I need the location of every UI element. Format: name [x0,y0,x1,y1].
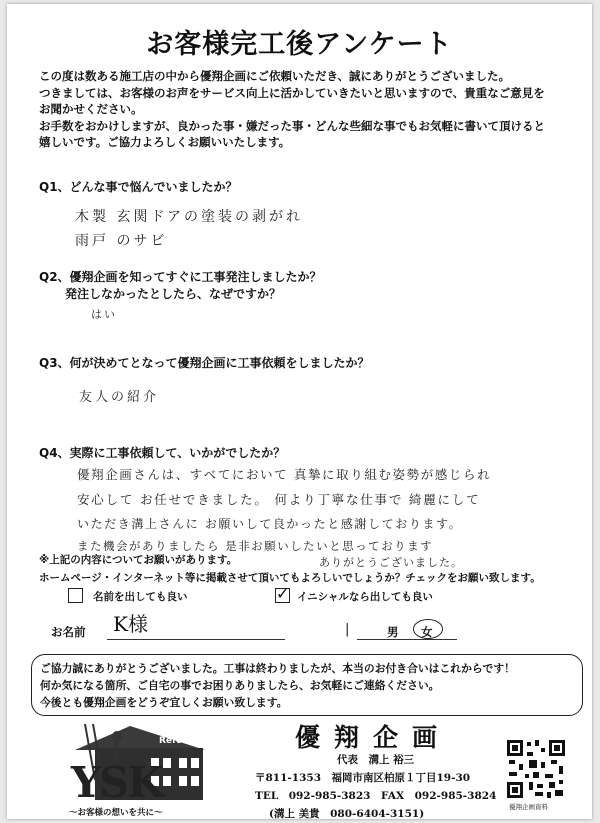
company-mobile: (溝上 美貴 080-6404-3151) [269,808,425,820]
thanks-line: 今後とも優翔企画をどうぞ宜しくお願い致します。 [40,696,288,709]
q2-subquestion: 発注しなかったとしたら、なぜですか？ [65,287,282,301]
company-logo [55,720,205,816]
intro-text [39,68,579,151]
name-ok-label: 名前を出しても良い [93,591,188,603]
gender-male[interactable]: 男 [387,625,399,639]
logo-text: YSK [71,758,162,807]
company-address: 〒811-1353 福岡市南区柏原１丁目19-30 [255,772,471,784]
q4-answer-line: ありがとうございました。 [319,556,463,569]
company-tel-fax: TEL 092-985-3823 FAX 092-985-3824 [255,790,497,802]
survey-sheet [7,4,592,819]
intro-line: お聞かせください。 [39,102,143,116]
notice-text: ※上記の内容についてお願いがあります。 [39,554,238,566]
q4-answer-line: 優翔企画さんは、すべてにおいて 真摯に取り組む姿勢が感じられ [77,467,492,482]
initial-ok-checkbox[interactable] [275,584,290,603]
gender-female[interactable]: 女 [421,625,433,639]
q1-question: Q1、どんな事で悩んでいましたか？ [39,180,238,194]
q2-answer: はい [91,308,117,321]
name-value: K様 [113,612,148,636]
thanks-line: 何か気になる箇所、ご自宅の事でお困りありましたら、お気軽にご連絡ください。 [40,679,440,692]
gender-selected-circle [413,619,443,639]
thanks-box [31,654,583,716]
name-label: お名前 [51,625,86,639]
q3-question: Q3、何が決めてとなって優翔企画に工事依頼をしましたか？ [39,356,370,370]
intro-line: お手数をおかけしますが、良かった事・嫌だった事・どんな些細な事でもお気軽に書いて頂けると [39,118,545,133]
gender-underline [357,639,457,640]
q2-question: Q2、優翔企画を知ってすぐに工事発注しましたか？ [39,270,322,284]
gender-separator: | [345,622,350,637]
q4-question: Q4、実際に工事依頼して、いかがでしたか？ [39,446,286,460]
q4-answer-line: また機会がありましたら 是非お願いしたいと思っております [77,539,434,553]
check-mark-icon: ✓ [276,584,290,603]
intro-line: 嬉しいです。ご協力よろしくお願いいたします。 [39,135,291,149]
name-ok-checkbox[interactable] [68,588,83,603]
q3-answer: 友人の紹介 [79,390,160,405]
q1-answer-line: 雨戸 のサビ [75,233,168,249]
q4-answer-line: いただき溝上さんに お願いして良かったと感謝しております。 [77,517,463,531]
qr-caption: 優翔企画資料 [509,803,548,811]
company-name: 優翔企画 [295,723,452,752]
publish-consent-text: ホームページ・インターネット等に掲載させて頂いてもよろしいでしょうか？チェックをお願い致します。 [39,572,541,584]
q1-answer-line: 木製 玄関ドアの塗装の剥がれ [75,209,304,225]
intro-line: この度は数ある施工店の中から優翔企画にご依頼いただき、誠にありがとうございました。 [39,69,511,83]
qr-code-icon[interactable] [505,738,567,800]
company-representative: 代表 溝上 裕三 [337,754,415,766]
name-underline [107,639,285,640]
page-title: お客様完工後アンケート [146,29,453,60]
intro-line: つきましては、お客様のお声をサービス向上に活かしていきたいと思いますので、貴重なご意見を [39,85,545,100]
q4-answer-line: 安心して お任せできました。 何より丁寧な仕事で 綺麗にして [77,492,481,507]
logo-slogan: ～お客様の想いを共に～ [69,808,163,818]
logo-reform: Reform [159,736,196,746]
initial-ok-label: イニシャルなら出しても良い [297,591,433,603]
thanks-line: ご協力誠にありがとうございました。工事は終わりましたが、本当のお付き合いはこれからです！ [40,662,515,675]
